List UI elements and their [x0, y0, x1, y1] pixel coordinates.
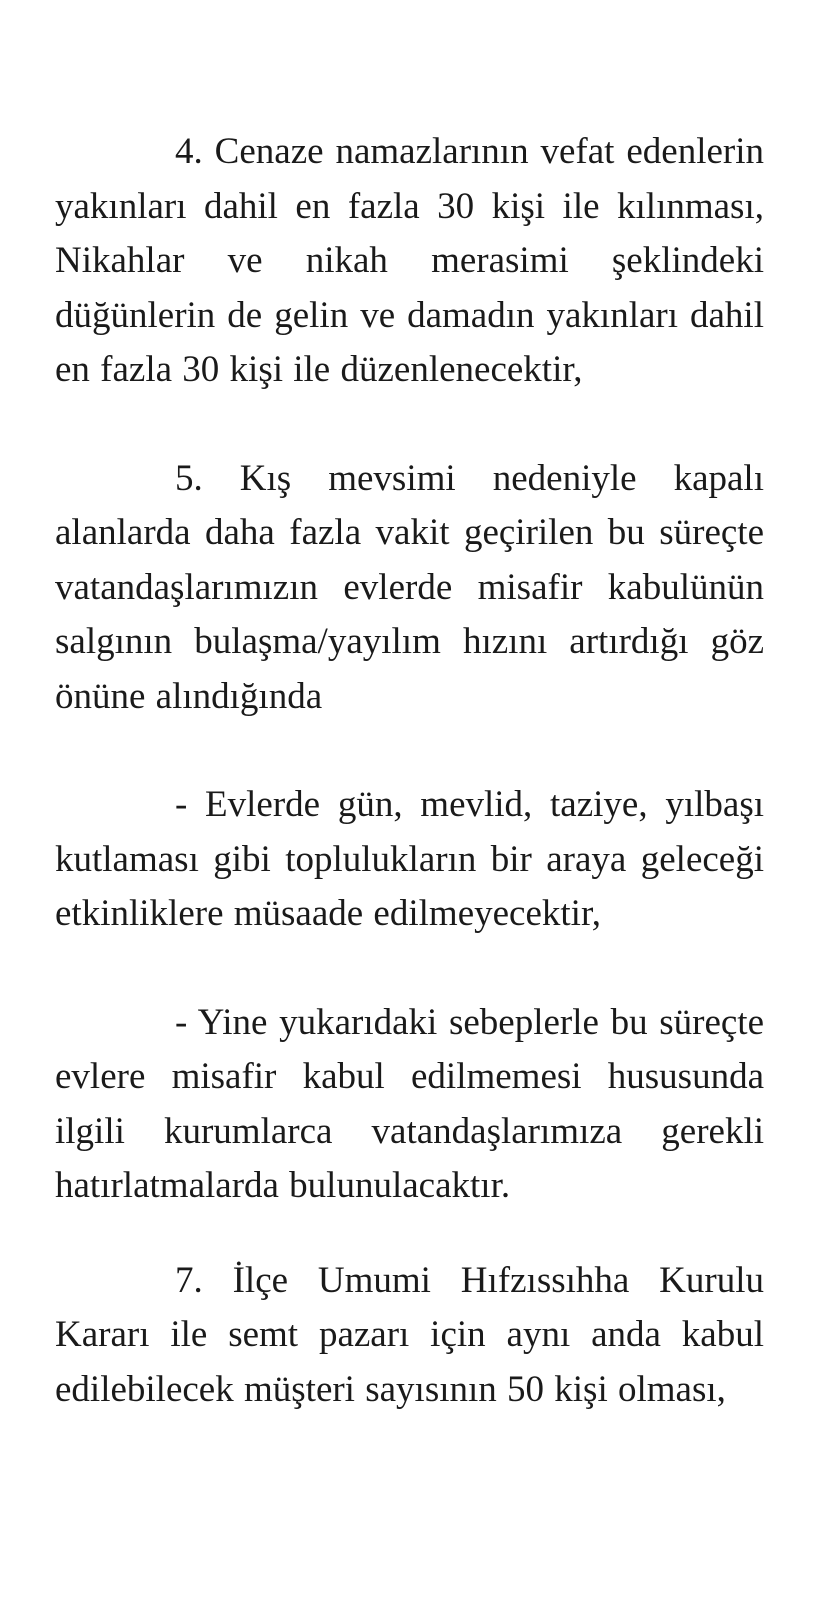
- paragraph-item-7: 7. İlçe Umumi Hıfzıssıhha Kurulu Kararı ile semt pazarı için aynı anda kabul edilebilecek müşteri sayısının 50 kişi olması,: [55, 1259, 764, 1410]
- paragraph-bullet-2: - Yine yukarıdaki sebeplerle bu süreçte evlere misafir kabul edilmemesi hususunda ilgili kurumlarca vatandaşlarımıza gerekli hatırlatmalarda bulunulacaktır.: [55, 1001, 764, 1206]
- paragraph-spacer: [55, 1214, 764, 1254]
- paragraph-bullet-1: - Evlerde gün, mevlid, taziye, yılbaşı kutlaması gibi toplulukların bir araya geleceği etkinliklere müsaade edilmeyecektir,: [55, 784, 764, 934]
- paragraph-item-5: 5. Kış mevsimi nedeniyle kapalı alanlarda daha fazla vakit geçirilen bu süreçte vatandaşlarımızın evlerde misafir kabulünün salgının bulaşma/yayılım hızını artırdığı göz önüne alındığında: [55, 457, 764, 717]
- paragraph-item-4: 4. Cenaze namazlarının vefat edenlerin yakınları dahil en fazla 30 kişi ile kılınması, Nikahlar ve nikah merasimi şeklindeki düğünlerin de gelin ve damadın yakınları dahil en fazla 30 kişi ile düzenlenecektir,: [55, 131, 764, 390]
- document-body: [55, 125, 764, 1417]
- paragraph-spacer: [55, 942, 764, 996]
- paragraph-spacer: [55, 724, 764, 778]
- paragraph-spacer: [55, 398, 764, 452]
